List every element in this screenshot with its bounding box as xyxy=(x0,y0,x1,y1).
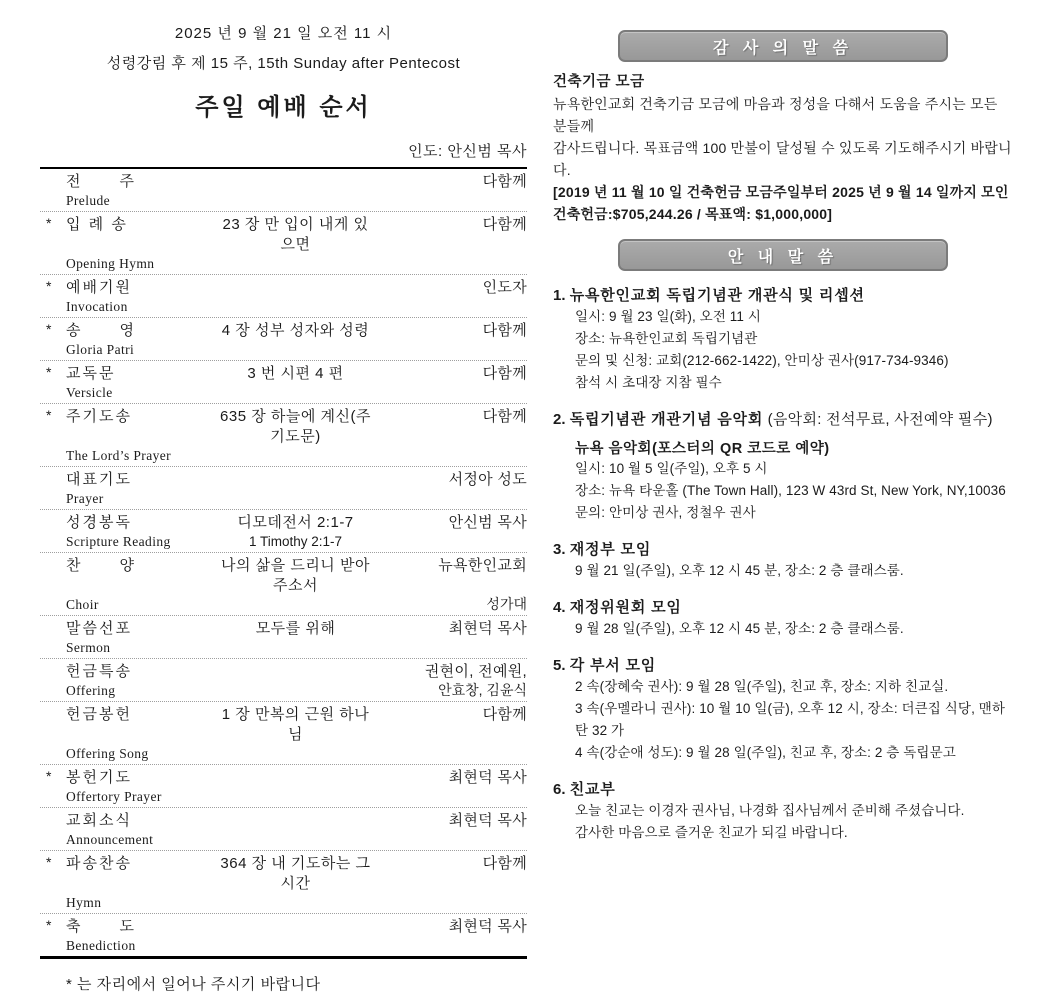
order-row xyxy=(40,914,527,956)
page-title: 주일 예배 순서 xyxy=(195,94,372,121)
notice-item xyxy=(553,409,1013,524)
order-item-hymn: 3 번 시편 4 편 xyxy=(247,365,344,382)
order-item-english: Announcement xyxy=(66,832,154,847)
standing-footnote: * 는 자리에서 일어나 주시기 바랍니다 xyxy=(66,976,321,993)
order-item-english: Gloria Patri xyxy=(66,342,135,357)
notice-title: 뉴욕한인교회 독립기념관 개관식 및 리셉션 xyxy=(569,287,865,304)
notice-number: 3. xyxy=(553,541,566,558)
order-item-performer: 다함께 xyxy=(482,408,527,425)
order-item-hymn xyxy=(216,811,375,831)
notices-list xyxy=(553,285,1013,844)
thanks-body xyxy=(553,71,1013,225)
standing-marker: * xyxy=(46,768,52,784)
notice-line: 장소: 뉴욕 타운홀 (The Town Hall), 123 W 43rd St, New York, NY,10036 xyxy=(575,483,1006,498)
order-row xyxy=(40,318,527,361)
order-item-performer-line2 xyxy=(375,490,527,507)
notice-lines xyxy=(553,306,1013,394)
notice-item xyxy=(553,655,1013,764)
notice-title: 독립기념관 개관기념 음악회 xyxy=(569,411,764,428)
notice-heading xyxy=(553,779,1013,800)
notice-line: 9 월 28 일(주일), 오후 12 시 45 분, 장소: 2 층 클래스룸. xyxy=(575,621,904,636)
order-item-english: Hymn xyxy=(66,895,102,910)
order-item-hymn xyxy=(216,172,375,192)
standing-marker xyxy=(40,705,66,745)
notice-line: 감사한 마음으로 즐거운 친교가 되길 바랍니다. xyxy=(575,825,848,840)
notice-line: 문의 및 신청: 교회(212-662-1422), 안미상 권사(917-734-9346) xyxy=(575,353,949,368)
standing-marker xyxy=(40,619,66,639)
notice-line: 장소: 뉴욕한인교회 독립기념관 xyxy=(575,331,758,346)
order-item-korean: 주기도송 xyxy=(66,408,132,425)
notice-heading xyxy=(553,409,1013,430)
order-item-hymn: 364 장 내 기도하는 그 시간 xyxy=(220,855,371,892)
order-row xyxy=(40,616,527,659)
order-item-performer: 최현덕 목사 xyxy=(448,769,527,786)
order-item-hymn-line2 xyxy=(216,490,375,507)
order-item-korean: 예배기원 xyxy=(66,279,132,296)
order-item-performer-line2: 성가대 xyxy=(486,596,527,612)
order-item-performer: 안신범 목사 xyxy=(448,514,527,531)
order-item-performer: 다함께 xyxy=(482,365,527,382)
order-item-english: Choir xyxy=(66,597,99,612)
order-item-performer-line2 xyxy=(375,937,527,954)
order-item-performer: 다함께 xyxy=(482,855,527,872)
standing-marker: * xyxy=(46,407,52,423)
announcements-section xyxy=(553,0,1013,840)
order-item-performer: 다함께 xyxy=(482,322,527,339)
order-row xyxy=(40,851,527,914)
notice-subtitle: 뉴욕 음악회(포스터의 QR 코드로 예약) xyxy=(575,441,830,457)
notice-title-suffix: (음악회: 전석무료, 사전예약 필수) xyxy=(763,411,993,428)
order-item-performer-line2 xyxy=(375,447,527,464)
order-item-hymn-line2 xyxy=(216,596,375,613)
service-datetime: 2025 년 9 월 21 일 오전 11 시 xyxy=(174,25,393,42)
order-item-korean: 헌금봉헌 xyxy=(66,706,132,723)
order-item-korean: 대표기도 xyxy=(66,471,132,488)
notice-item xyxy=(553,539,1013,582)
order-item-performer: 인도자 xyxy=(482,279,527,296)
order-item-hymn: 23 장 만 입이 내게 있으면 xyxy=(222,216,369,253)
order-item-performer-line2 xyxy=(375,384,527,401)
notice-line: 일시: 9 월 23 일(화), 오전 11 시 xyxy=(575,309,762,324)
order-item-performer: 권현이, 전예원, xyxy=(424,663,527,680)
notice-number: 1. xyxy=(553,287,566,304)
order-item-english: Benediction xyxy=(66,938,136,953)
order-row xyxy=(40,467,527,510)
notice-title: 친교부 xyxy=(569,781,616,798)
notices-header-button xyxy=(618,239,948,271)
service-leader: 인도: 안신범 목사 xyxy=(408,143,527,160)
order-row xyxy=(40,404,527,467)
order-item-korean: 파송찬송 xyxy=(66,855,132,872)
standing-marker: * xyxy=(46,854,52,870)
order-item-english: Versicle xyxy=(66,385,113,400)
notice-title: 각 부서 모임 xyxy=(569,657,657,674)
order-row xyxy=(40,510,527,553)
notice-number: 2. xyxy=(553,411,566,428)
notice-line: 4 속(강순애 성도): 9 월 28 일(주일), 친교 후, 장소: 2 층 독립문고 xyxy=(575,745,956,760)
standing-marker xyxy=(40,556,66,596)
standing-marker xyxy=(40,470,66,490)
notice-item xyxy=(553,597,1013,640)
order-row xyxy=(40,361,527,404)
order-item-hymn-line2 xyxy=(216,831,375,848)
order-item-hymn-line2 xyxy=(216,192,375,209)
worship-order-section xyxy=(40,0,527,993)
order-item-english: Sermon xyxy=(66,640,111,655)
order-row xyxy=(40,553,527,616)
notice-line: 참석 시 초대장 지참 필수 xyxy=(575,375,722,390)
standing-marker xyxy=(40,172,66,192)
notice-item xyxy=(553,285,1013,394)
notice-line: 일시: 10 월 5 일(주일), 오후 5 시 xyxy=(575,461,768,476)
order-item-korean: 헌금특송 xyxy=(66,663,132,680)
notice-lines xyxy=(553,618,1013,640)
notice-line: 문의: 안미상 권사, 정철우 권사 xyxy=(575,505,756,520)
order-table xyxy=(40,167,527,959)
notices-header-label: 안 내 말 씀 xyxy=(727,248,839,266)
order-item-performer-line2: 안효창, 김윤식 xyxy=(438,682,527,698)
notice-lines xyxy=(553,800,1013,844)
order-item-performer: 최현덕 목사 xyxy=(448,812,527,829)
order-item-performer: 최현덕 목사 xyxy=(448,918,527,935)
order-item-performer-line2 xyxy=(375,341,527,358)
order-item-performer: 서정아 성도 xyxy=(448,471,527,488)
order-item-hymn xyxy=(216,917,375,937)
order-item-hymn-line2 xyxy=(216,447,375,464)
order-row xyxy=(40,808,527,851)
order-item-hymn: 4 장 성부 성자와 성령 xyxy=(221,322,370,339)
order-item-english: Opening Hymn xyxy=(66,256,155,271)
building-fund-period: [2019 년 11 월 10 일 건축헌금 모금주일부터 2025 년 9 월 14 일까지 모인 xyxy=(553,184,1009,200)
order-item-performer: 다함께 xyxy=(482,216,527,233)
order-item-hymn-line2 xyxy=(216,937,375,954)
order-item-english: Scripture Reading xyxy=(66,534,171,549)
order-item-hymn xyxy=(216,768,375,788)
notice-lines xyxy=(553,560,1013,582)
order-item-performer-line2 xyxy=(375,745,527,762)
order-row xyxy=(40,659,527,702)
standing-marker: * xyxy=(46,364,52,380)
order-item-hymn-line2 xyxy=(216,894,375,911)
notice-heading xyxy=(553,285,1013,306)
order-item-hymn-line2 xyxy=(216,682,375,699)
order-item-english: Offering xyxy=(66,683,116,698)
notice-line: 9 월 21 일(주일), 오후 12 시 45 분, 장소: 2 층 클래스룸. xyxy=(575,563,904,578)
order-item-performer-line2 xyxy=(375,298,527,315)
order-item-english: Invocation xyxy=(66,299,128,314)
order-item-korean: 전 주 xyxy=(66,173,136,190)
order-item-performer-line2 xyxy=(375,894,527,911)
order-item-hymn-line2 xyxy=(216,384,375,401)
order-item-korean: 축 도 xyxy=(66,918,136,935)
order-item-performer-line2 xyxy=(375,639,527,656)
building-fund-line: 감사드립니다. 목표금액 100 만불이 달성될 수 있도록 기도해주시기 바랍니다. xyxy=(553,140,1012,178)
order-item-performer: 최현덕 목사 xyxy=(448,620,527,637)
order-item-hymn: 디모데전서 2:1-7 xyxy=(237,514,354,531)
notice-line: 오늘 친교는 이경자 권사님, 나경화 집사님께서 준비해 주셨습니다. xyxy=(575,803,965,818)
standing-marker xyxy=(40,662,66,682)
order-item-english: Prayer xyxy=(66,491,104,506)
notice-number: 6. xyxy=(553,781,566,798)
order-item-english: Offering Song xyxy=(66,746,149,761)
order-item-performer-line2 xyxy=(375,192,527,209)
standing-marker: * xyxy=(46,215,52,231)
order-item-hymn xyxy=(216,278,375,298)
building-fund-line: 뉴욕한인교회 건축기금 모금에 마음과 정성을 다해서 도움을 주시는 모든 분들께 xyxy=(553,96,998,134)
order-item-hymn-line2 xyxy=(216,745,375,762)
notice-number: 5. xyxy=(553,657,566,674)
order-item-english: Offertory Prayer xyxy=(66,789,162,804)
order-item-english: The Lord’s Prayer xyxy=(66,448,172,463)
order-item-korean: 교회소식 xyxy=(66,812,132,829)
order-item-performer: 뉴욕한인교회 xyxy=(438,557,527,574)
building-fund-amount: 건축헌금:$705,244.26 / 목표액: $1,000,000] xyxy=(553,206,833,222)
order-item-hymn: 모두를 위해 xyxy=(255,620,336,637)
order-row xyxy=(40,702,527,765)
standing-marker: * xyxy=(46,917,52,933)
standing-marker: * xyxy=(46,278,52,294)
standing-marker xyxy=(40,513,66,533)
order-row xyxy=(40,765,527,808)
order-item-hymn-line2 xyxy=(216,255,375,272)
order-item-korean: 성경봉독 xyxy=(66,514,132,531)
order-item-performer: 다함께 xyxy=(482,173,527,190)
order-item-hymn: 635 장 하늘에 계신(주기도문) xyxy=(220,408,371,445)
order-item-hymn xyxy=(216,662,375,682)
order-row xyxy=(40,212,527,275)
order-item-hymn-line2 xyxy=(216,639,375,656)
order-item-performer-line2 xyxy=(375,831,527,848)
notice-lines xyxy=(553,676,1013,764)
notice-lines xyxy=(553,458,1013,524)
liturgical-date: 성령강림 후 제 15 주, 15th Sunday after Pentecost xyxy=(106,55,461,72)
order-item-performer-line2 xyxy=(375,255,527,272)
order-item-korean: 말씀선포 xyxy=(66,620,132,637)
order-item-hymn xyxy=(216,470,375,490)
order-item-performer-line2 xyxy=(375,533,527,550)
order-item-korean: 입 례 송 xyxy=(66,216,128,233)
order-item-hymn-line2 xyxy=(216,298,375,315)
notice-title: 재정부 모임 xyxy=(569,541,652,558)
order-item-hymn: 1 장 만복의 근원 하나님 xyxy=(221,706,370,743)
order-item-korean: 송 영 xyxy=(66,322,136,339)
order-item-hymn-line2 xyxy=(216,788,375,805)
standing-marker: * xyxy=(46,321,52,337)
notice-heading xyxy=(553,539,1013,560)
notice-line: 3 속(우멜라니 권사): 10 월 10 일(금), 오후 12 시, 장소: 더큰집 식당, 맨하탄 32 가 xyxy=(575,701,1006,738)
order-row xyxy=(40,169,527,212)
standing-marker xyxy=(40,811,66,831)
order-item-korean: 교독문 xyxy=(66,365,116,382)
building-fund-title: 건축기금 모금 xyxy=(553,74,645,90)
order-item-performer-line2 xyxy=(375,788,527,805)
order-item-english: Prelude xyxy=(66,193,111,208)
order-item-korean: 찬 양 xyxy=(66,557,136,574)
notice-heading xyxy=(553,597,1013,618)
order-item-hymn: 나의 삶을 드리니 받아주소서 xyxy=(221,557,370,594)
notice-line: 2 속(장혜숙 권사): 9 월 28 일(주일), 친교 후, 장소: 지하 친교실. xyxy=(575,679,949,694)
notice-number: 4. xyxy=(553,599,566,616)
order-item-performer: 다함께 xyxy=(482,706,527,723)
thanks-header-label: 감 사 의 말 씀 xyxy=(712,39,854,57)
notice-item xyxy=(553,779,1013,844)
order-item-hymn-line2: 1 Timothy 2:1-7 xyxy=(248,534,343,549)
thanks-header-button xyxy=(618,30,948,62)
notice-title: 재정위원회 모임 xyxy=(569,599,682,616)
notice-heading xyxy=(553,655,1013,676)
order-item-korean: 봉헌기도 xyxy=(66,769,132,786)
order-item-hymn-line2 xyxy=(216,341,375,358)
order-row xyxy=(40,275,527,318)
